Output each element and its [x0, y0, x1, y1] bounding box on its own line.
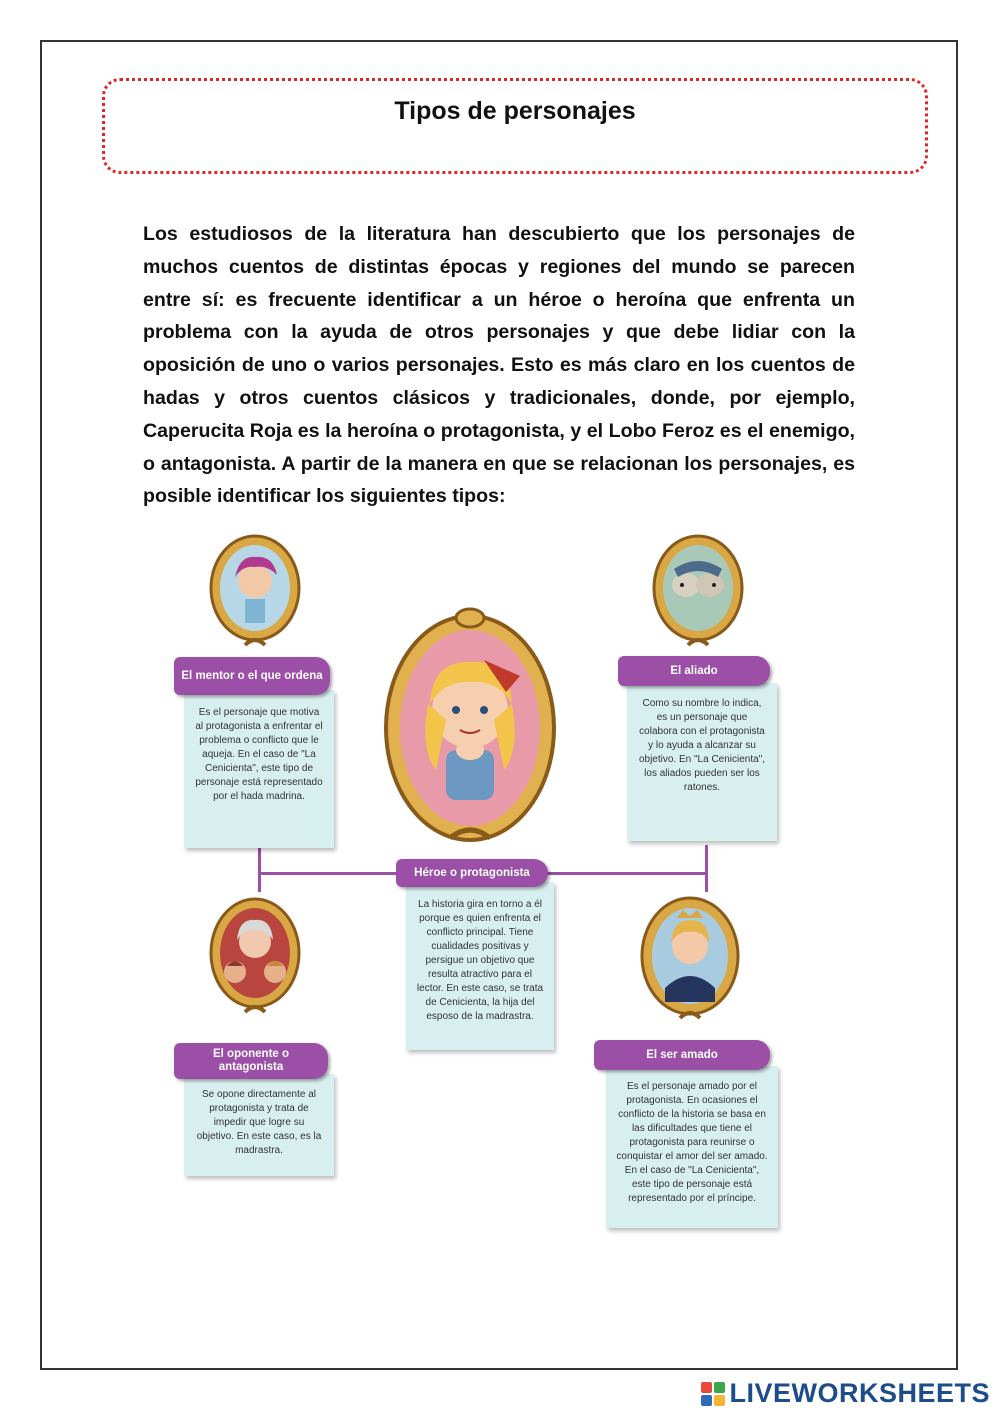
footer-brand-text: LIVEWORKSHEETS: [729, 1378, 990, 1408]
ally-tab: [618, 656, 770, 686]
liveworksheets-logo[interactable]: [701, 1378, 990, 1409]
liveworksheets-logo-icon: [701, 1382, 725, 1406]
mentor-description: Es el personaje que motiva al protagonista a enfrentar el problema o conflicto que le aqueja. En el caso de "La Cenicienta", este tipo de personaje está representado por el hada madrina.: [195, 707, 323, 802]
connector-right-horizontal: [535, 872, 708, 875]
hero-portrait: [380, 600, 560, 850]
ally-label: El aliado: [670, 664, 718, 677]
hero-label: Héroe o protagonista: [414, 866, 530, 879]
hero-card: [406, 882, 554, 1050]
opponent-description: Se opone directamente al protagonista y trata de impedir que logre su objetivo. En este caso, es la madrastra.: [196, 1089, 322, 1156]
mentor-tab: [174, 657, 330, 695]
opponent-card: [184, 1074, 334, 1176]
mentor-portrait: [205, 533, 305, 653]
beloved-tab: [594, 1040, 770, 1070]
beloved-description: Es el personaje amado por el protagonista. En ocasiones el conflicto de la historia se basa en las dificultades que tiene el protagonista para reunirse o conquistar el amor del ser amado. En el caso de "La Cenicienta", este tipo de personaje está representado por el príncipe.: [616, 1081, 768, 1204]
title-box: [102, 78, 928, 174]
opponent-tab: [174, 1043, 328, 1079]
mentor-card: [184, 690, 334, 848]
hero-tab: [396, 859, 548, 887]
ally-card: [627, 683, 777, 841]
opponent-portrait: [205, 888, 305, 1018]
beloved-portrait: [635, 888, 745, 1023]
beloved-label: El ser amado: [646, 1048, 718, 1061]
intro-paragraph: Los estudiosos de la literatura han descubierto que los personajes de muchos cuentos de distintas épocas y regiones del mundo se parecen entre sí: es frecuente identificar a un héroe o heroína que enfrenta un problema con la ayuda de otros personajes y que debe lidiar con la oposición de uno o varios personajes. Esto es más claro en los cuentos de hadas y otros cuentos clásicos y tradicionales, donde, por ejemplo, Caperucita Roja es la heroína o protagonista, y el Lobo Feroz es el enemigo, o antagonista. A partir de la manera en que se relacionan los personajes, es posible identificar los siguientes tipos:: [143, 223, 855, 508]
ally-description: Como su nombre lo indica, es un personaje que colabora con el protagonista y lo ayuda a alcanzar su objetivo. En "La Cenicienta", los aliados pueden ser los ratones.: [638, 698, 766, 793]
ally-portrait: [648, 533, 748, 653]
beloved-card: [606, 1066, 778, 1228]
connector-left-horizontal: [258, 872, 398, 875]
opponent-label: El oponente o antagonista: [212, 1048, 290, 1073]
page-title: Tipos de personajes: [394, 97, 636, 125]
mentor-label: El mentor o el que ordena: [181, 669, 323, 682]
hero-description: La historia gira en torno a él porque es quien enfrenta el conflicto principal. Tiene cualidades positivas y persigue un objetivo que resulta atractivo para el lector. En este caso, se trata de Cenicienta, la hija del esposo de la madrastra.: [416, 899, 544, 1022]
